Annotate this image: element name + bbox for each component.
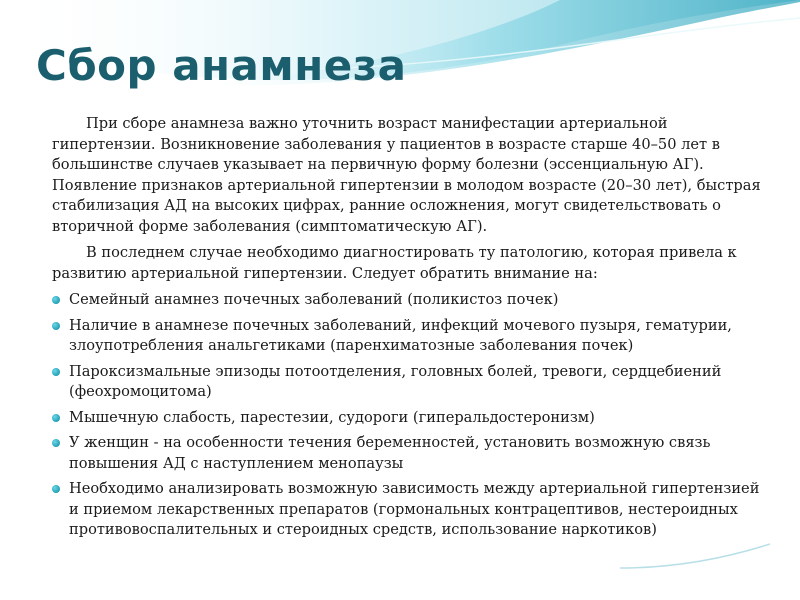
footer-curve-decoration [620,542,770,572]
bullet-icon [52,368,60,376]
list-item-text: Наличие в анамнезе почечных заболеваний, инфекций мочевого пузыря, гематурии, злоупотребления анальгетиками (паренхиматозные заболевания почек) [69,316,732,354]
list-item [52,362,768,403]
list-item [52,408,768,429]
slide-content [52,114,768,546]
bullet-icon [52,414,60,422]
list-item-text: Мышечную слабость, парестезии, судороги (гиперальдостеронизм) [69,408,595,426]
diagnosis-paragraph: В последнем случае необходимо диагностировать ту патологию, которая привела к развитию артериальной гипертензии. Следует обратить внимание на: [52,244,737,282]
list-item-text: Пароксизмальные эпизоды потоотделения, головных болей, тревоги, сердцебиений (феохромоцитома) [69,362,722,400]
list-item-text: Необходимо анализировать возможную зависимость между артериальной гипертензией и приемом лекарственных препаратов (гормональных контрацептивов, нестероидных противовоспалительных и стероидных средств, использование наркотиков) [69,480,760,538]
bullet-icon [52,296,60,304]
list-item-text: Семейный анамнез почечных заболеваний (поликистоз почек) [69,291,559,308]
bullet-icon [52,439,60,447]
list-item [52,316,768,357]
intro-paragraph: При сборе анамнеза важно уточнить возраст манифестации артериальной гипертензии. Возникновение заболевания у пациентов в возрасте старше 40–50 лет в большинстве случаев указывает на первичную форму болезни (эссенциальную АГ). Появление признаков артериальной гипертензии в молодом возрасте (20–30 лет), быстрая стабилизация АД на высоких цифрах, ранние осложнения, могут свидетельствовать о вторичной форме заболевания (симптоматическую АГ). [52,115,761,235]
bullet-icon [52,322,60,330]
bullet-list [52,290,768,541]
bullet-icon [52,485,60,493]
list-item-text: У женщин - на особенности течения беременностей, установить возможную связь повышения АД с наступлением менопаузы [69,434,711,472]
list-item [52,433,768,474]
list-item [52,479,768,541]
list-item [52,290,768,311]
slide-title: Сбор анамнеза [36,41,407,90]
